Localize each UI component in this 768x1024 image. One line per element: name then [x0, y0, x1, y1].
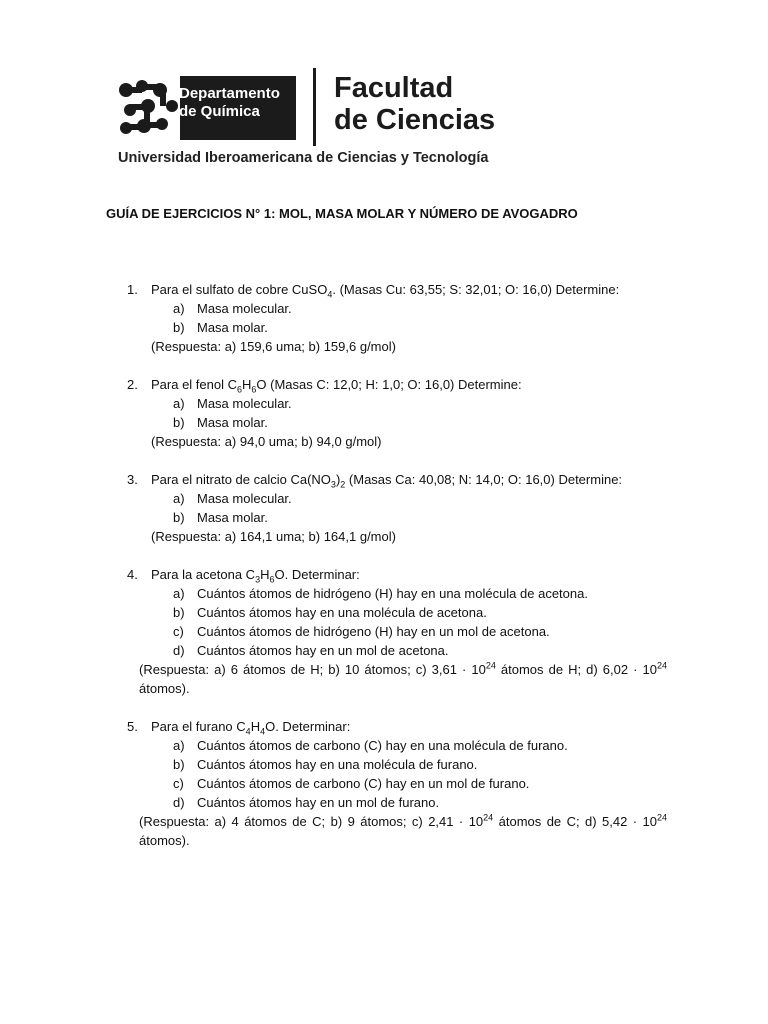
exercise-question: Para el fenol $C_6H_6O$ (Masas C: 12,0; H: 1,0; O: 16,0) Determine: — [151, 377, 522, 395]
subquestion: b) Masa molar. — [173, 320, 268, 335]
subquestion: b) Masa molar. — [173, 510, 268, 525]
subquestion: a) Masa molecular. — [173, 396, 292, 411]
subquestion: c) Cuántos átomos de carbono (C) hay en un mol de furano. — [173, 776, 530, 791]
exercise-item — [127, 470, 667, 546]
subquestion: d) Cuántos átomos hay en un mol de acetona. — [173, 643, 449, 658]
exercise-question: Para el furano $C_4H_4O$. Determinar: — [151, 719, 351, 737]
subquestion-list — [127, 489, 667, 527]
department-name: Departamento de Química — [179, 85, 280, 120]
subquestion-list — [127, 584, 667, 660]
department-badge — [116, 76, 296, 140]
exercise-item — [127, 375, 667, 451]
subquestion: d) Cuántos átomos hay en un mol de furano. — [173, 795, 440, 810]
subquestion-list — [127, 299, 667, 337]
faculty-name: Facultad de Ciencias — [334, 72, 496, 136]
subquestion: a) Cuántos átomos de carbono (C) hay en una molécula de furano. — [173, 738, 568, 753]
subquestion: c) Cuántos átomos de hidrógeno (H) hay en un mol de acetona. — [173, 624, 550, 639]
exercise-answer: (Respuesta: a) 94,0 uma; b) 94,0 g/mol) — [151, 434, 382, 449]
subquestion: b) Masa molar. — [173, 415, 268, 430]
exercise-answer: (Respuesta: a) 159,6 uma; b) 159,6 g/mol) — [151, 339, 396, 354]
subquestion-list — [127, 394, 667, 432]
molecule-icon — [116, 76, 180, 140]
institution-logo — [116, 68, 496, 172]
subquestion: a) Masa molecular. — [173, 491, 292, 506]
exercise-item — [127, 280, 667, 356]
exercise-question: Para el sulfato de cobre CuSO$_4$. (Masas Cu: 63,55; S: 32,01; O: 16,0) Determine: — [151, 282, 620, 300]
exercise-answer: (Respuesta: a) 4 átomos de C; b) 9 átomos; c) $2,41 \cdot 10^{24}$ átomos de C; d) $5,42 \cdot 10^{24}$ átomos). — [139, 812, 668, 848]
exercise-item — [127, 717, 667, 850]
exercise-number: 1. — [127, 282, 138, 297]
exercise-number: 4. — [127, 567, 138, 582]
logo-divider — [313, 68, 316, 146]
exercise-question: Para el nitrato de calcio $Ca(NO_3)_2$ (Masas Ca: 40,08; N: 14,0; O: 16,0) Determine: — [151, 472, 623, 490]
subquestion: b) Cuántos átomos hay en una molécula de furano. — [173, 757, 478, 772]
subquestion-list — [127, 736, 667, 812]
university-name: Universidad Iberoamericana de Ciencias y Tecnología — [118, 150, 489, 166]
subquestion: a) Masa molecular. — [173, 301, 292, 316]
exercise-number: 5. — [127, 719, 138, 734]
document-title: GUÍA DE EJERCICIOS N° 1: MOL, MASA MOLAR Y NÚMERO DE AVOGADRO — [106, 206, 578, 221]
exercise-question: Para la acetona $C_3H_6O$. Determinar: — [151, 567, 360, 585]
exercise-number: 3. — [127, 472, 138, 487]
exercise-number: 2. — [127, 377, 138, 392]
exercise-answer: (Respuesta: a) 164,1 uma; b) 164,1 g/mol) — [151, 529, 396, 544]
subquestion: a) Cuántos átomos de hidrógeno (H) hay en una molécula de acetona. — [173, 586, 588, 601]
exercise-item — [127, 565, 667, 698]
exercise-list — [127, 280, 667, 869]
subquestion: b) Cuántos átomos hay en una molécula de acetona. — [173, 605, 487, 620]
exercise-answer: (Respuesta: a) 6 átomos de H; b) 10 átomos; c) $3,61 \cdot 10^{24}$ átomos de H; d) $6,02 \cdot 10^{24}$ átomos). — [139, 660, 667, 696]
